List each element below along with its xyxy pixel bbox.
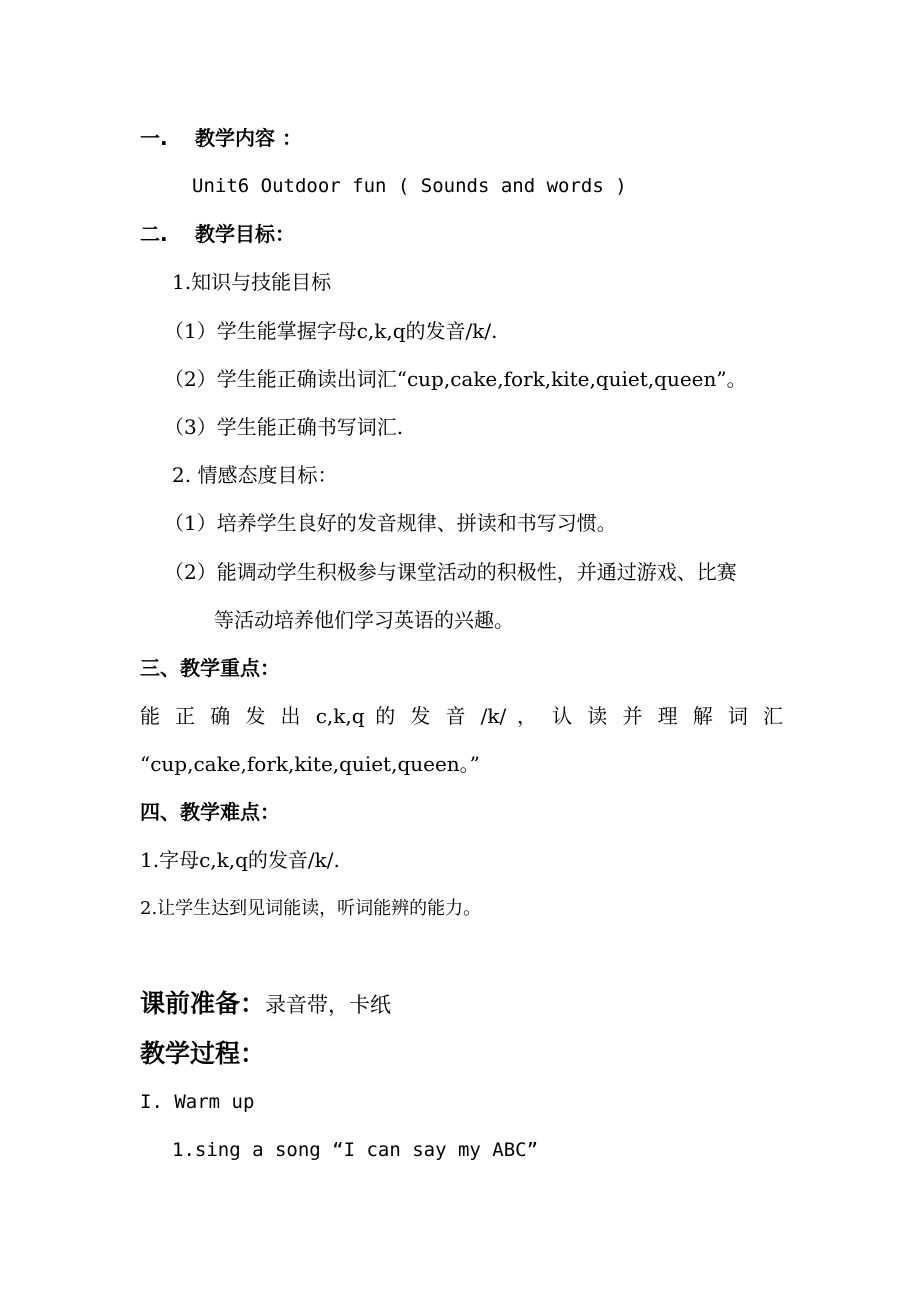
preparation-value: 录音带，卡纸: [265, 993, 392, 1017]
objective-2-item-2: （2）能调动学生积极参与课堂活动的积极性，并通过游戏、比赛: [164, 560, 737, 584]
key-points-line-2: “cup,cake,fork,kite,quiet,queen。”: [140, 752, 480, 776]
key-points-line-1: 能 正 确 发 出 c,k,q 的 发 音 /k/ ， 认 读 并 理 解 词 汇: [140, 704, 783, 728]
section-2-title: 教学目标：: [195, 222, 295, 246]
section-2-heading: [140, 220, 295, 248]
difficulty-item-2: 2.让学生达到见词能读，听词能辨的能力。: [140, 898, 482, 919]
section-1-title: 教学内容 ：: [195, 126, 302, 150]
objective-1-item-1: （1）学生能掌握字母c,k,q的发音/k/.: [164, 319, 498, 343]
objective-2-heading: 2. 情感态度目标：: [172, 463, 338, 487]
process-title: 教学过程：: [140, 1039, 266, 1068]
preparation: [140, 987, 391, 1022]
objective-1-item-2: （2）学生能正确读出词汇“cup,cake,fork,kite,quiet,queen”。: [164, 367, 747, 391]
objective-1-heading: 1.知识与技能目标: [172, 270, 332, 294]
section-3-title: 三、教学重点：: [140, 656, 280, 680]
lesson-content: Unit6 Outdoor fun ( Sounds and words ): [192, 175, 627, 197]
process-step-1-item-1: 1.sing a song “I can say my ABC”: [172, 1139, 539, 1161]
section-1-number: 一.: [140, 126, 168, 150]
section-4-title: 四、教学难点：: [140, 800, 280, 824]
difficulty-item-1: 1.字母c,k,q的发音/k/.: [140, 848, 340, 872]
objective-2-item-2-continued: 等活动培养他们学习英语的兴趣。: [214, 608, 514, 632]
section-2-number: 二.: [140, 222, 168, 246]
preparation-label: 课前准备：: [140, 989, 266, 1018]
process-step-1: I. Warm up: [140, 1091, 255, 1113]
objective-1-item-3: （3）学生能正确书写词汇.: [164, 415, 404, 439]
section-1-heading: [140, 124, 302, 152]
objective-2-item-1: （1）培养学生良好的发音规律、拼读和书写习惯。: [164, 511, 617, 535]
